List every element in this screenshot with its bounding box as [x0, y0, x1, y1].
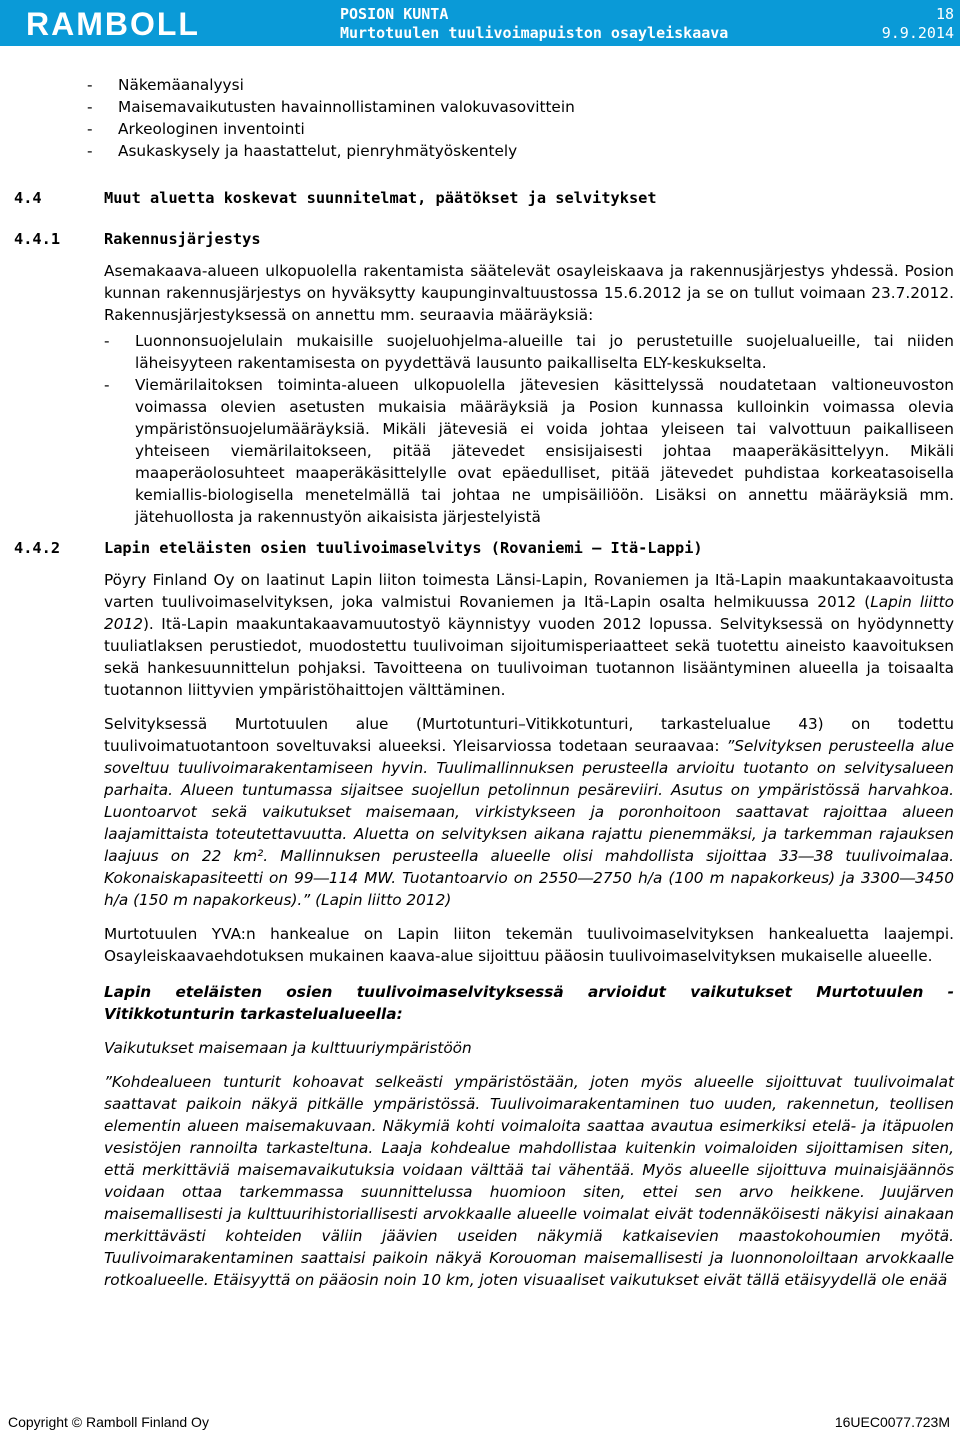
paragraph: Pöyry Finland Oy on laatinut Lapin liiton toimesta Länsi-Lapin, Rovaniemen ja Itä-Lapin maakuntakaavoitusta varten tuulivoimaselvityksen, joka valmistui Rovaniemen ja Itä-Lapin osalta helmikuussa 2012 (Lapin liitto 2012). Itä-Lapin maakuntakaavamuutostyö käynnistyy vuoden 2012 lopussa. Selvityksessä on hyödynnetty tuuliatlaksen perustiedot, muodostettu tuulivoiman sijoitumisperiaatteet sekä tuotettu aineisto kaavoituksen sekä hankesuunnittelun pohjaksi. Tavoitteena on tuulivoiman tuotannon lisääntyminen alueella ja toisaalta tuotannon liittyvien ympäristöhaittojen välttäminen.	[104, 571, 954, 699]
document-date: 9.9.2014	[881, 24, 954, 42]
list-item: - Asukaskysely ja haastattelut, pienryhmätyöskentely	[87, 142, 518, 160]
copyright: Copyright © Ramboll Finland Oy	[8, 1414, 209, 1430]
page-footer	[8, 1414, 950, 1430]
section-heading-4-4-2: 4.4.2 Lapin eteläisten osien tuulivoimaselvitys (Rovaniemi – Itä-Lappi)	[14, 539, 703, 557]
section-heading-4-4-1: 4.4.1 Rakennusjärjestys	[14, 230, 261, 248]
page-content	[14, 74, 954, 1291]
document-id: 16UEC0077.723M	[834, 1414, 950, 1430]
list-item: - Arkeologinen inventointi	[87, 120, 305, 138]
italic-subheading: Vaikutukset maisemaan ja kulttuuriympäristöön	[104, 1039, 472, 1057]
paragraph: Murtotuulen YVA:n hankealue on Lapin liiton tekemän tuulivoimaselvityksen hankealuetta laajempi. Osayleiskaavaehdotuksen mukainen kaava-alue sijoittuu pääosin tuulivoimaselvityksen mukaiselle alueelle.	[104, 925, 954, 965]
quote: ”Selvityksen perusteella alue soveltuu tuulivoimarakentamiseen hyvin. Tuulimallinnuksen perusteella arvioitu tuotanto on selvitysalueen parhaita. Alueen tuntumassa sijaitsee suojellun petolinnun pesäreviiri. Asutus on ympäristössä harvahkoa. Luontoarvot sekä vaikutukset maisemaan, virkistykseen ja poronhoitoon saattavat rajoittaa alueen laajamittaista toteutettavuutta. Aluetta on selvityksen aikana rajattu pienemmäksi, ja tarkemman rajauksen laajuus on 22 km². Mallinnuksen perusteella alueelle olisi mahdollista sijoittaa 33―38 tuulivoimalaa. Kokonaiskapasiteetti on 99―114 MW. Tuotantoarvio on 2550―2750 h/a (100 m napakorkeus) ja 3300―3450 h/a (150 m napakorkeus).” (Lapin liitto 2012)	[104, 737, 954, 909]
list-item: - Näkemäanalyysi	[87, 76, 244, 94]
page-number: 18	[935, 5, 954, 23]
document-title	[340, 5, 728, 43]
header-meta	[882, 5, 954, 43]
title-line-2: Murtotuulen tuulivoimapuiston osayleiskaava	[340, 24, 729, 42]
list-item: - Maisemavaikutusten havainnollistaminen valokuvasovittein	[87, 98, 575, 116]
bold-subheading: Lapin eteläisten osien tuulivoimaselvityksessä arvioidut vaikutukset Murtotuulen - Vitikkotunturin tarkastelualueella:	[104, 983, 954, 1023]
title-line-1: POSION KUNTA	[340, 5, 449, 23]
method-list	[14, 74, 954, 162]
list-item: - Viemärilaitoksen toiminta-alueen ulkopuolella jätevesien käsittelyssä noudatetaan valtioneuvoston voimassa olevien asetusten mukaisia määräyksiä ja Posion kunnassa kulloinkin voimassa olevia ympäristönsuojelumääräyksiä. Mikäli jätevesiä ei voida johtaa yleiseen tai valvottuun paikalliseen yhteiseen viemärilaitokseen, pitää jätevedet ensisijaisesti johtaa maaperäkäsittelyyn. Mikäli maaperäolosuhteet maaperäkäsittelylle ovat epäedulliset, pitää jätevedet puhdistaa korkeatasoisella kemiallis-biologisella menetelmällä tai johtaa ne umpisäiliöön. Lisäksi on annettu määräyksiä mm. jätehuollosta ja rakennustyön aikaisista järjestelyistä	[104, 376, 954, 526]
paragraph: Selvityksessä Murtotuulen alue (Murtotunturi–Vitikkotunturi, tarkastelualue 43) on todettu tuulivoimatuotantoon soveltuvaksi alueeksi. Yleisarviossa todetaan seuraavaa: ”Selvityksen perusteella alue soveltuu tuulivoimarakentamiseen hyvin. Tuulimallinnuksen perusteella arvioitu tuotanto on selvitysalueen parhaita. Alueen tuntumassa sijaitsee suojellun petolinnun pesäreviiri. Asutus on ympäristössä harvahkoa. Luontoarvot sekä vaikutukset maisemaan, virkistykseen ja poronhoitoon saattavat rajoittaa alueen laajamittaista toteutettavuutta. Aluetta on selvityksen aikana rajattu pienemmäksi, ja tarkemman rajauksen laajuus on 22 km². Mallinnuksen perusteella alueelle olisi mahdollista sijoittaa 33―38 tuulivoimalaa. Kokonaiskapasiteetti on 99―114 MW. Tuotantoarvio on 2550―2750 h/a (100 m napakorkeus) ja 3300―3450 h/a (150 m napakorkeus).” (Lapin liitto 2012)	[104, 715, 954, 909]
list-item: - Luonnonsuojelulain mukaisille suojeluohjelma-alueille tai jo perustetuille suojelualueille, tai niiden läheisyyteen rakentamisesta on pyydettävä lausunto paikalliselta ELY-keskukselta.	[104, 332, 954, 372]
page-header	[0, 0, 960, 46]
svg-text:RAMBOLL: RAMBOLL	[26, 6, 200, 42]
paragraph: Asemakaava-alueen ulkopuolella rakentamista säätelevät osayleiskaava ja rakennusjärjestys yhdessä. Posion kunnan rakennusjärjestys on hyväksytty kaupunginvaltuustossa 15.6.2012 ja se on tullut voimaan 23.7.2012. Rakennusjärjestyksessä on annettu mm. seuraavia määräyksiä:	[104, 262, 954, 324]
section-heading-4-4: 4.4 Muut aluetta koskevat suunnitelmat, päätökset ja selvitykset	[14, 189, 657, 207]
ramboll-logo	[24, 4, 204, 42]
citation: Lapin liitto 2012	[104, 593, 954, 633]
quote: ”Kohdealueen tunturit kohoavat selkeästi ympäristöstään, joten myös alueelle sijoittuvat tuulivoimalat saattavat paikoin näkyä pitkälle ympäristössä. Tuulivoimarakentaminen tuo uuden, rakennetun, teollisen elementin alueen maisemakuvaan. Näkymiä kohti voimaloita saattaa avautua esimerkiksi etelä- ja itäpuolen vesistöjen rannoilta tarkasteltuna. Laaja kohdealue mahdollistaa kuitenkin voimaloiden sijoittamisen siten, että merkittäviä maisemavaikutuksia voidaan välttää tai vähentää. Myös alueelle sijoittuva muinaisjäännös voidaan ottaa tarkemmassa suunnittelussa huomioon siten, ettei sen arvo heikkene. Juujärven maisemallisesti ja kulttuurihistoriallisesti arvokkaalle alueelle voimalat eivät todennäköisesti näkyisi ainakaan merkittävästi kohteiden väliin jäävien useiden näkymiä katkaisevien maastokohoumien myötä. Tuulivoimarakentaminen saattaisi paikoin näkyä Korouoman maisemallisesti ja luonnonoloiltaan arvokkaalle rotkoalueelle. Etäisyyttä on pääosin noin 10 km, joten visuaaliset vaikutukset eivät tällä etäisyydellä ole enää	[104, 1073, 954, 1289]
